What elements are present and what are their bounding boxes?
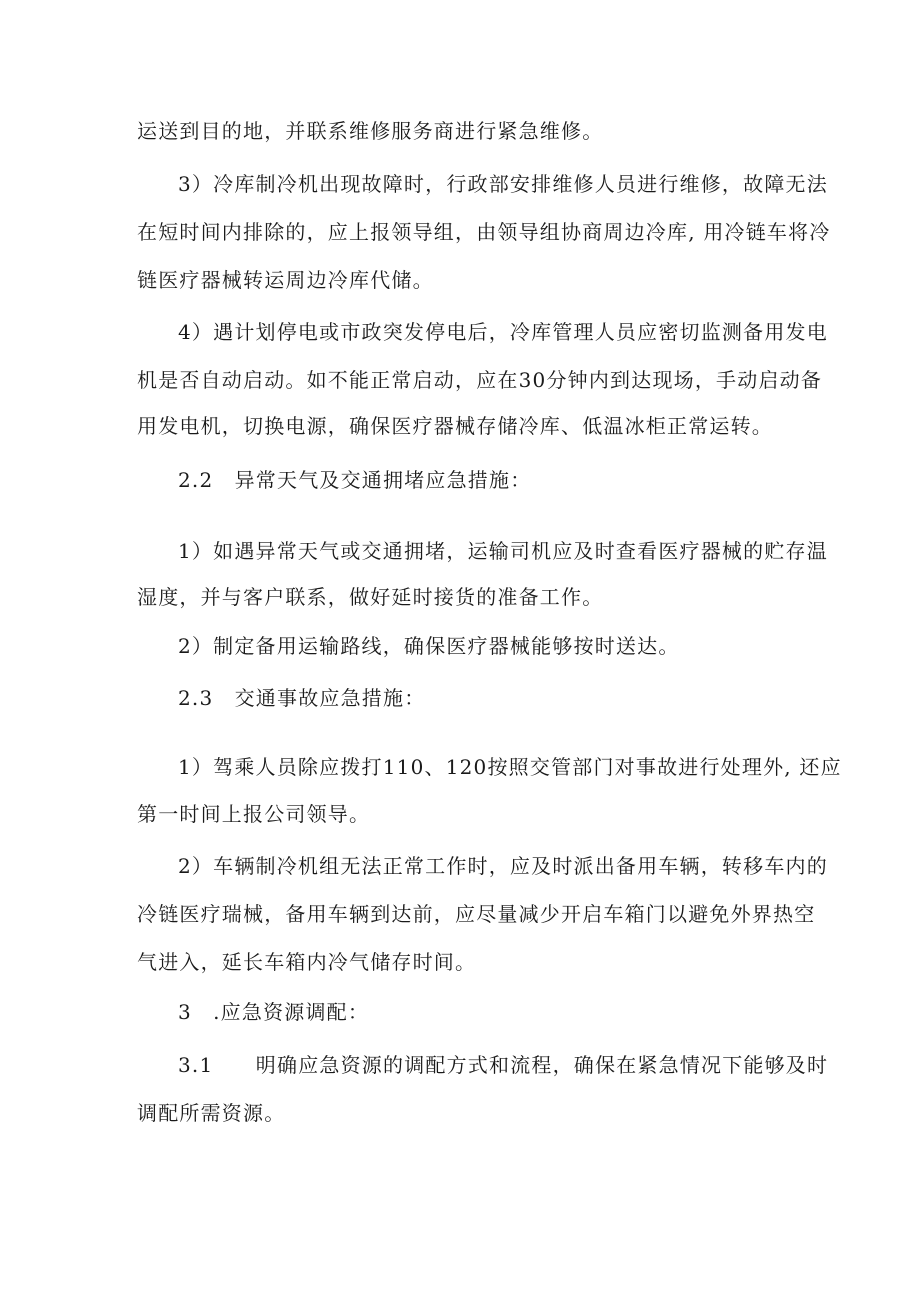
text-line: 3）冷库制冷机出现故障时，行政部安排维修人员进行维修，故障无法 [178, 172, 828, 196]
text-line: 冷链医疗瑞械，备用车辆到达前，应尽量减少开启车箱门以避免外界热空 [137, 902, 816, 926]
text-line: 1）驾乘人员除应拨打110、120按照交管部门对事故进行处理外, 还应 [178, 755, 842, 779]
section-heading: 2.3 交通事故应急措施： [178, 686, 426, 710]
text-line: 1）如遇异常天气或交通拥堵，运输司机应及时查看医疗器械的贮存温 [178, 539, 828, 563]
section-heading: 3 .应急资源调配： [178, 1000, 370, 1024]
text-line: 运送到目的地，并联系维修服务商进行紧急维修。 [137, 119, 604, 143]
text-line: 机是否自动启动。如不能正常启动，应在30分钟内到达现场，手动启动备 [137, 368, 823, 392]
section-heading: 2.2 异常天气及交通拥堵应急措施： [178, 468, 532, 492]
text-line: 用发电机，切换电源，确保医疗器械存储冷库、低温冰柜正常运转。 [137, 414, 773, 438]
text-line: 3.1 明确应急资源的调配方式和流程，确保在紧急情况下能够及时 [178, 1053, 829, 1077]
text-line: 在短时间内排除的，应上报领导组，由领导组协商周边冷库, 用冷链车将冷 [137, 220, 831, 244]
text-line: 气进入，延长车箱内冷气储存时间。 [137, 950, 477, 974]
text-line: 链医疗器械转运周边冷库代储。 [137, 268, 434, 292]
text-line: 2）制定备用运输路线，确保医疗器械能够按时送达。 [178, 634, 680, 658]
text-line: 第一时间上报公司领导。 [137, 802, 371, 826]
text-line: 调配所需资源。 [137, 1101, 286, 1125]
text-line: 湿度，并与客户联系，做好延时接货的准备工作。 [137, 585, 604, 609]
text-line: 4）遇计划停电或市政突发停电后，冷库管理人员应密切监测备用发电 [178, 320, 828, 344]
text-line: 2）车辆制冷机组无法正常工作时，应及时派出备用车辆，转移车内的 [178, 854, 828, 878]
